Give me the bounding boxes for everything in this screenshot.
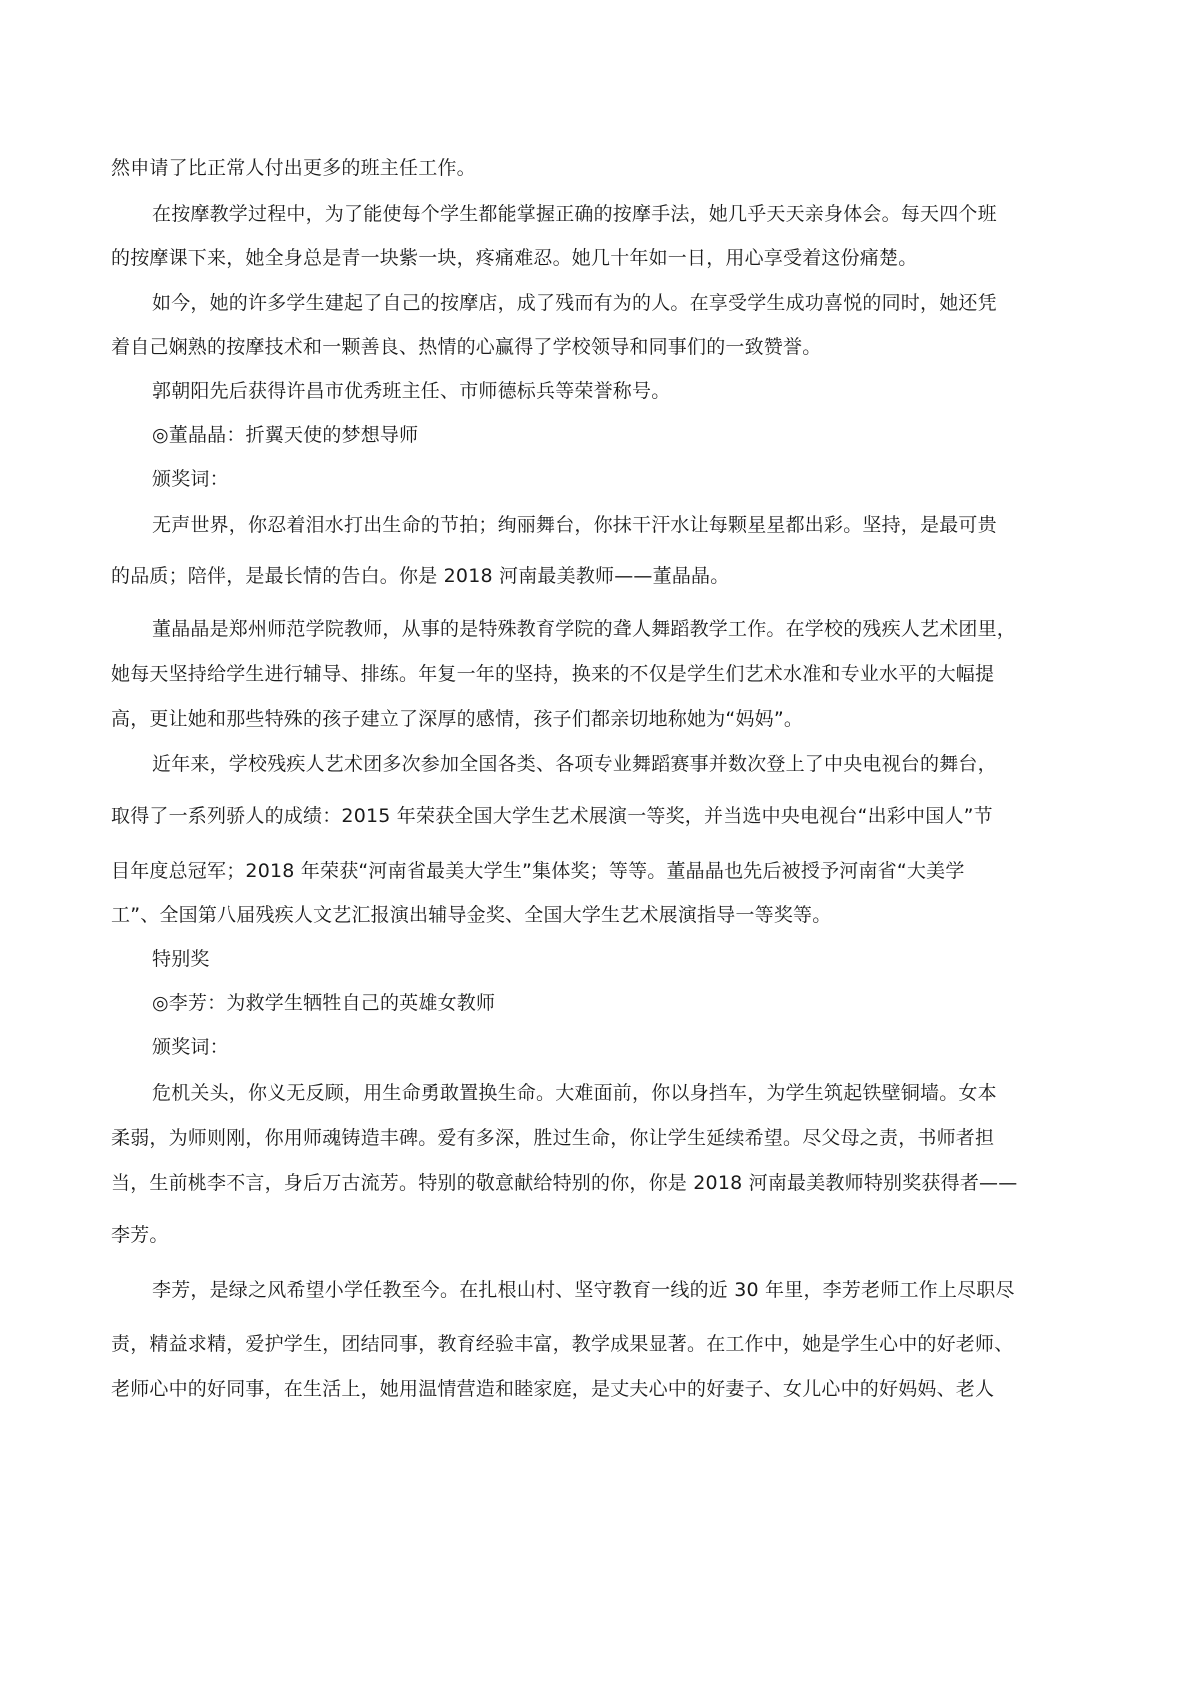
text-line: 危机关头，你义无反顾，用生命勇敢置换生命。大难面前，你以身挡车，为学生筑起铁壁铜墙。女本 xyxy=(152,1082,997,1104)
text-line: 当，生前桃李不言，身后万古流芳。特别的敬意献给特别的你，你是 2018 河南最美教师特别奖获得者—— xyxy=(111,1172,1018,1194)
award-speech-label: 颁奖词： xyxy=(152,1036,229,1058)
text-line: 柔弱，为师则刚，你用师魂铸造丰碑。爱有多深，胜过生命，你让学生延续希望。尽父母之责，书师者担 xyxy=(111,1127,995,1149)
text-line: 着自己娴熟的按摩技术和一颗善良、热情的心赢得了学校领导和同事们的一致赞誉。 xyxy=(111,336,822,358)
text-line: 李芳，是绿之风希望小学任教至今。在扎根山村、坚守教育一线的近 30 年里，李芳老师工作上尽职尽 xyxy=(152,1279,1015,1301)
text-line: 李芳。 xyxy=(111,1224,169,1246)
text-line: 如今，她的许多学生建起了自己的按摩店，成了残而有为的人。在享受学生成功喜悦的同时，她还凭 xyxy=(152,292,997,314)
text-line: 她每天坚持给学生进行辅导、排练。年复一年的坚持，换来的不仅是学生们艺术水准和专业水平的大幅提 xyxy=(111,663,995,685)
section-heading: 特别奖 xyxy=(152,948,210,970)
text-line: 责，精益求精，爱护学生，团结同事，教育经验丰富，教学成果显著。在工作中，她是学生心中的好老师、 xyxy=(111,1333,1014,1355)
text-line: 董晶晶是郑州师范学院教师，从事的是特殊教育学院的聋人舞蹈教学工作。在学校的残疾人艺术团里， xyxy=(152,618,1017,640)
text-line: 的按摩课下来，她全身总是青一块紫一块，疼痛难忍。她几十年如一日，用心享受着这份痛楚。 xyxy=(111,247,918,269)
text-line: 的品质；陪伴，是最长情的告白。你是 2018 河南最美教师——董晶晶。 xyxy=(111,565,730,587)
section-heading: ◎董晶晶：折翼天使的梦想导师 xyxy=(152,424,419,446)
text-line: 工”、全国第八届残疾人文艺汇报演出辅导金奖、全国大学生艺术展演指导一等奖等。 xyxy=(111,904,832,926)
text-line: 郭朝阳先后获得许昌市优秀班主任、市师德标兵等荣誉称号。 xyxy=(152,380,671,402)
text-line: 高，更让她和那些特殊的孩子建立了深厚的感情，孩子们都亲切地称她为“妈妈”。 xyxy=(111,708,804,730)
text-line: 近年来，学校残疾人艺术团多次参加全国各类、各项专业舞蹈赛事并数次登上了中央电视台的舞台， xyxy=(152,753,997,775)
text-line: 无声世界，你忍着泪水打出生命的节拍；绚丽舞台，你抹干汗水让每颗星星都出彩。坚持，是最可贵 xyxy=(152,514,997,536)
text-line: 目年度总冠军；2018 年荣获“河南省最美大学生”集体奖；等等。董晶晶也先后被授予河南省“大美学 xyxy=(111,860,965,882)
award-speech-label: 颁奖词： xyxy=(152,468,229,490)
text-line: 在按摩教学过程中，为了能使每个学生都能掌握正确的按摩手法，她几乎天天亲身体会。每天四个班 xyxy=(152,203,997,225)
section-heading: ◎李芳：为救学生牺牲自己的英雄女教师 xyxy=(152,992,496,1014)
text-line: 然申请了比正常人付出更多的班主任工作。 xyxy=(111,157,476,179)
text-line: 取得了一系列骄人的成绩：2015 年荣获全国大学生艺术展演一等奖，并当选中央电视台“出彩中国人”节 xyxy=(111,805,993,827)
text-line: 老师心中的好同事，在生活上，她用温情营造和睦家庭，是丈夫心中的好妻子、女儿心中的好妈妈、老人 xyxy=(111,1378,995,1400)
